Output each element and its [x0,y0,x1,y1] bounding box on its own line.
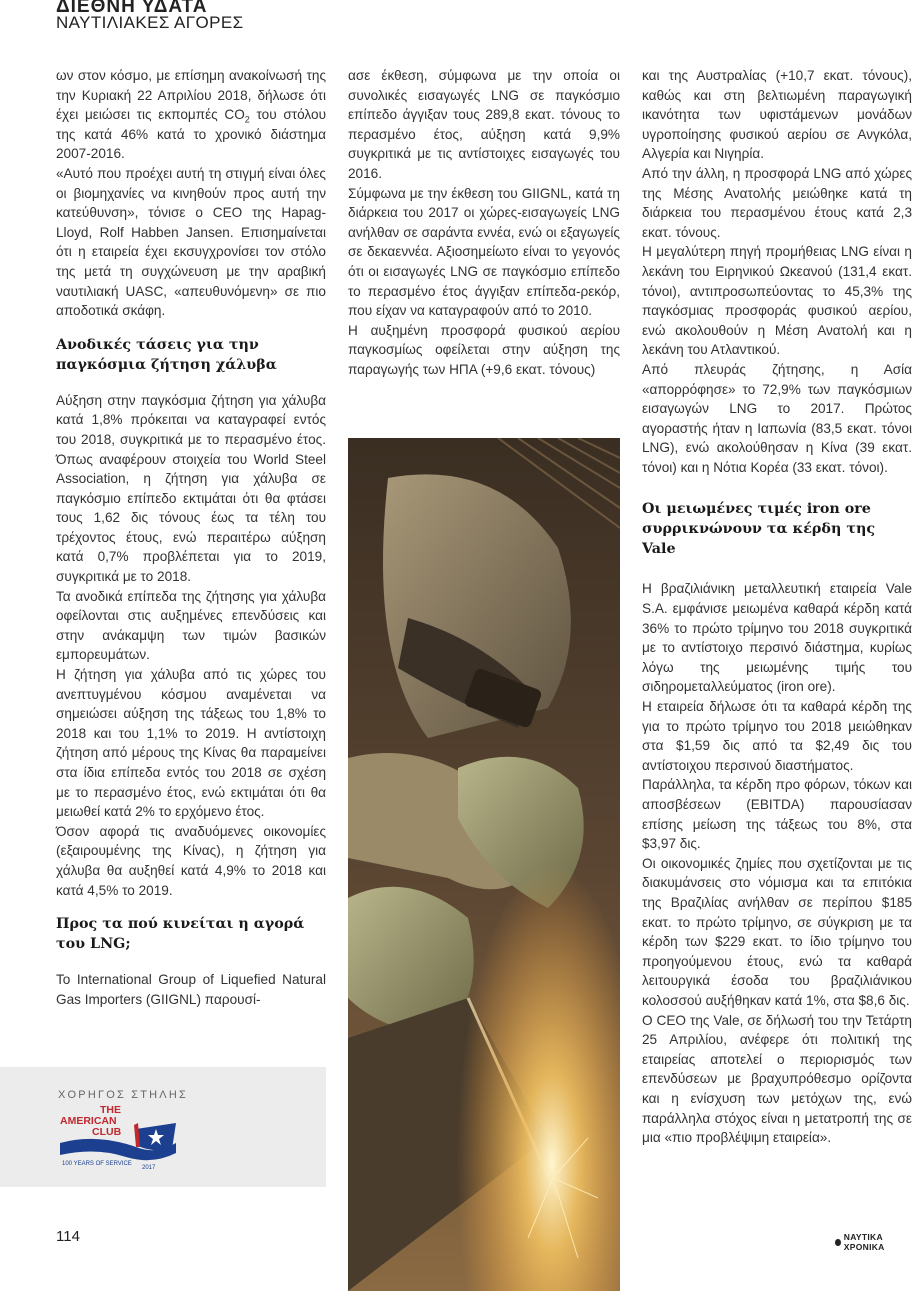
paragraph: Ο CEO της Vale, σε δήλωσή του την Τετάρτη 25 Απριλίου, ανέφερε ότι πολιτική της εταιρείας αποτελεί ο περιορισμός των επενδύσεων με βραχυπρόθεσμο ορίζοντα και η ενίσχυση των μετόχων της, ενώ παράλληλα στόχος είναι η μετατροπή της σε μια «πιο προβλέψιμη εταιρεία». [642,1012,912,1146]
column-2 [348,66,620,380]
paragraph: Η βραζιλιάνικη μεταλλευτική εταιρεία Vale S.A. εμφάνισε μειωμένα καθαρά κέρδη κατά 36% το πρώτο τρίμηνο του 2018 συγκριτικά με το αντίστοιχο περσινό διάστημα, κυρίως λόγω της μειωμένης τιμής του σιδηρομεταλλεύματος (iron ore). [642,581,912,695]
logo-text: 1917 [134,1155,148,1161]
heading-line: Ανοδικές τάσεις για την [56,336,259,353]
heading-line: του LNG; [56,936,131,953]
sponsor-label: ΧΟΡΗΓΟΣ ΣΤΗΛΗΣ [58,1089,188,1101]
publication-brand [835,1232,912,1252]
section-title: ΔΙΕΘΝΗ ΥΔΑΤΑ [56,0,208,17]
column-3 [642,66,912,1148]
heading-line: συρρικνώνουν τα κέρδη της Vale [642,521,876,558]
paragraph: Η εταιρεία δήλωσε ότι τα καθαρά κέρδη της για το πρώτο τρίμηνο του 2018 μειώθηκαν στα $1,59 δις από τα $2,49 δις του αντίστοιχου περσινού διαστήματος. [642,699,912,773]
paragraph: Όσον αφορά τις αναδυόμενες οικονομίες (εξαιρουμένης της Κίνας), η ζήτηση για χάλυβα θα αυξηθεί κατά 4,9% το 2018 και κατά 4,5% το 2019. [56,823,326,898]
logo-text: AMERICAN [60,1115,117,1127]
paragraph: Η ζήτηση για χάλυβα από τις χώρες του ανεπτυγμένου κόσμου αναμένεται να σημειώσει αύξηση της τάξεως του 1,8% το 2018 και του 1,1% το 2019. Η αντίστοιχη ζήτηση από μέρους της Κίνας θα παραμείνει στα ίδια επίπεδα εντός του 2018 σε σχέση με το περασμένο έτος, ενώ εκτιμάται ότι θα μειωθεί κατά 2% το ερχόμενο έτος. [56,667,326,820]
section-subtitle: ΝΑΥΤΙΛΙΑΚΕΣ ΑΓΟΡΕΣ [56,13,244,32]
paragraph: Από την άλλη, η προσφορά LNG από χώρες της Μέσης Ανατολής μειώθηκε κατά τη διάρκεια του περασμένου έτους κατά 2,3 εκατ. τόνους. [642,165,912,240]
paragraph: Παράλληλα, τα κέρδη προ φόρων, τόκων και αποσβέσεων (EBITDA) παρουσίασαν επίσης μείωση της τάξεως του 8%, στα $3,97 δις. [642,777,912,852]
logo-text: 100 YEARS OF SERVICE [62,1161,132,1167]
page-number: 114 [56,1228,80,1245]
paragraph: Η μεγαλύτερη πηγή προμήθειας LNG είναι η λεκάνη του Ειρηνικού Ωκεανού (131,4 εκατ. τόνοι), αντιπροσωπεύοντας το 45,3% της παγκόσμιας προσφοράς φυσικού αερίου, ενώ ακολουθούν η Μέση Ανατολή και η λεκάνη του Ατλαντικού. [642,244,912,358]
brand-logo-icon [835,1239,841,1246]
paragraph: Τα ανοδικά επίπεδα της ζήτησης για χάλυβα οφείλονται στις αυξημένες επενδύσεις και στην ανάκαμψη των τιμών βασικών εμπορευμάτων. [56,588,326,663]
paragraph: και της Αυστραλίας (+10,7 εκατ. τόνους), καθώς και στη βελτιωμένη παραγωγική ικανότητα των υφιστάμενων μονάδων υγροποίησης φυσικού αερίου σε Ανγκόλα, Αλγερία και Νιγηρία. [642,68,912,162]
paragraph: Οι οικονομικές ζημίες που σχετίζονται με τις διακυμάνσεις στο νόμισμα και τα επιτόκια της Βραζιλίας ανήλθαν σε περίπου $185 εκατ. το πρώτο τρίμηνο, σε σύγκριση με τα κέρδη των $229 εκατ. το ίδιο τρίμηνο του προηγούμενου έτους, ενώ τα καθαρά λειτουργικά έσοδα του βραζιλιάνικου κολοσσού αυξήθηκαν κατά 1%, στα $8,6 δις. [642,855,912,1008]
paragraph: «Αυτό που προέχει αυτή τη στιγμή είναι όλες οι βιομηχανίες να κινηθούν προς αυτή την κατεύθυνση», τόνισε ο CEO της Hapag-Lloyd, Rolf Habben Jansen. Επισημαίνεται ότι η εταιρεία έχει εκσυγχρονίσει τον στόλο της μετά τη συγχώνευση με την αραβική ναυτιλιακή UASC, «απευθυνόμενη» σε πιο αποδοτικά σκάφη. [56,165,326,319]
text-run: ων στον κόσμο, με επίσημη ανακοίνωσή της την Κυριακή 22 Απριλίου 2018, δήλωσε ότι έχει μειώσει τις εκπομπές CO [56,68,326,123]
article-heading [56,335,326,375]
paragraph: Η αυξημένη προσφορά φυσικού αερίου παγκοσμίως οφείλεται στην αύξηση της παραγωγής των ΗΠΑ (+9,6 εκατ. τόνους) [348,322,620,377]
column-1 [56,66,326,1009]
article-heading [642,499,912,559]
sponsor-box [0,1067,326,1187]
heading-line: παγκόσμια ζήτηση χάλυβα [56,356,277,373]
article-heading [56,914,326,954]
logo-text: THE [100,1104,121,1116]
logo-text: 2017 [142,1165,156,1171]
heading-line: Οι μειωμένες τιμές iron ore [642,501,871,518]
logo-text: CLUB [92,1126,122,1138]
american-club-logo [56,1103,180,1173]
brand-name: ΝΑΥΤΙΚΑ ΧΡΟΝΙΚΑ [843,1232,885,1252]
paragraph [56,66,326,164]
paragraph: Αύξηση στην παγκόσμια ζήτηση για χάλυβα κατά 1,8% πρόκειται να καταγραφεί εντός του 2018, συγκριτικά με το περασμένο έτος. Όπως αναφέρουν στοιχεία του World Steel Association, η ζήτηση για χάλυβα σε παγκόσμιο επίπεδο εκτιμάται ότι θα φτάσει τους 1,62 δις τόνους έως τα τέλη του τρέχοντος έτους, ενώ περαιτέρω αύξηση κατά 0,7% προβλέπεται για το 2019, συγκριτικά με το 2018. [56,392,326,585]
subscript: 2 [244,114,250,125]
paragraph: Το International Group of Liquefied Natural Gas Importers (GIIGNL) παρουσί- [56,972,326,1007]
text-run: του στόλου της κατά 46% κατά το χρονικό διάστημα 2007-2016. [56,107,327,162]
paragraph: ασε έκθεση, σύμφωνα με την οποία οι συνολικές εισαγωγές LNG σε παγκόσμιο επίπεδο άγγιξαν τους 289,8 εκατ. τόνους το περασμένο έτος, αύξηση κατά 9,9% συγκριτικά με τις αντίστοιχες εισαγωγές του 2016. [348,68,620,181]
heading-line: Προς τα πού κινείται η αγορά [56,916,305,933]
welder-photo [348,438,620,1291]
paragraph: Από πλευράς ζήτησης, η Ασία «απορρόφησε» το 72,9% των παγκόσμιων εισαγωγών LNG το 2017. Πρώτος αγοραστής ήταν η Ιαπωνία (83,5 εκατ. τόνοι LNG), ενώ ακολούθησαν η Κίνα (39 εκατ. τόνοι) και η Νότια Κορέα (33 εκατ. τόνοι). [642,361,912,475]
paragraph: Σύμφωνα με την έκθεση του GIIGNL, κατά τη διάρκεια του 2017 οι χώρες-εισαγωγείς LNG ανήλθαν σε σαράντα εννέα, ενώ οι εξαγωγείς σε δεκαεννέα. Αξιοσημείωτο είναι το γεγονός ότι οι εισαγωγές LNG σε παγκόσμιο επίπεδο το περασμένο έτος άγγιξαν επίπεδα-ρεκόρ, που είχαν να καταγραφούν από το 2010. [348,185,620,319]
